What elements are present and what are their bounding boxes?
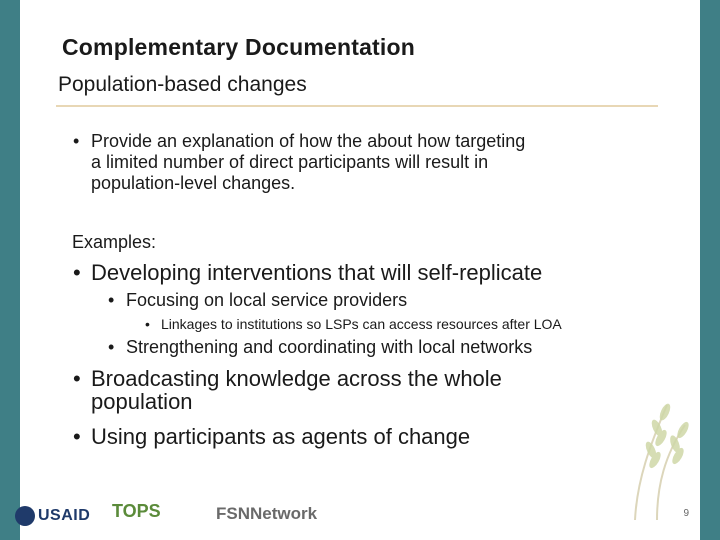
examples-label: Examples: [72, 232, 157, 252]
example-item-2-continuation: population [91, 389, 193, 414]
example-item-3: • Using participants as agents of change [73, 424, 471, 449]
footer [0, 490, 720, 540]
example-item-2: • Broadcasting knowledge across the whole population [73, 366, 502, 414]
example-item-1-sub-1-sub: • Linkages to institutions so LSPs can access resources after LOA [145, 316, 562, 332]
tops-logo: TOPS [112, 501, 161, 521]
title-divider [56, 105, 658, 107]
example-item-1-sub-2: • Strengthening and coordinating with local networks [108, 337, 533, 357]
slide-subtitle: Population-based changes [58, 73, 307, 96]
intro-bullet [73, 131, 525, 194]
fsn-network-logo: FSNNetwork [216, 504, 318, 523]
usaid-logo: USAID [15, 506, 90, 526]
bullet-icon: • [108, 290, 115, 310]
bullet-icon: • [73, 260, 81, 285]
bullet-icon: • [145, 316, 150, 332]
intro-line-2: a limited number of direct participants will result in [91, 152, 489, 172]
bullet-icon: • [73, 366, 81, 391]
example-item-1-sub-1: • Focusing on local service providers [108, 290, 408, 310]
bullet-icon: • [73, 424, 81, 449]
usaid-seal-icon [15, 506, 35, 526]
right-side-bar [700, 0, 720, 540]
page-number: 9 [683, 508, 689, 519]
bullet-icon: • [108, 337, 115, 357]
slide-title: Complementary Documentation [62, 34, 416, 60]
intro-line-3: population-level changes. [91, 173, 296, 193]
bullet-icon: • [73, 131, 80, 151]
example-item-1: • Developing interventions that will self-replicate [73, 260, 543, 285]
left-side-bar [0, 0, 20, 540]
intro-line-1: Provide an explanation of how the about how targeting [91, 131, 526, 151]
